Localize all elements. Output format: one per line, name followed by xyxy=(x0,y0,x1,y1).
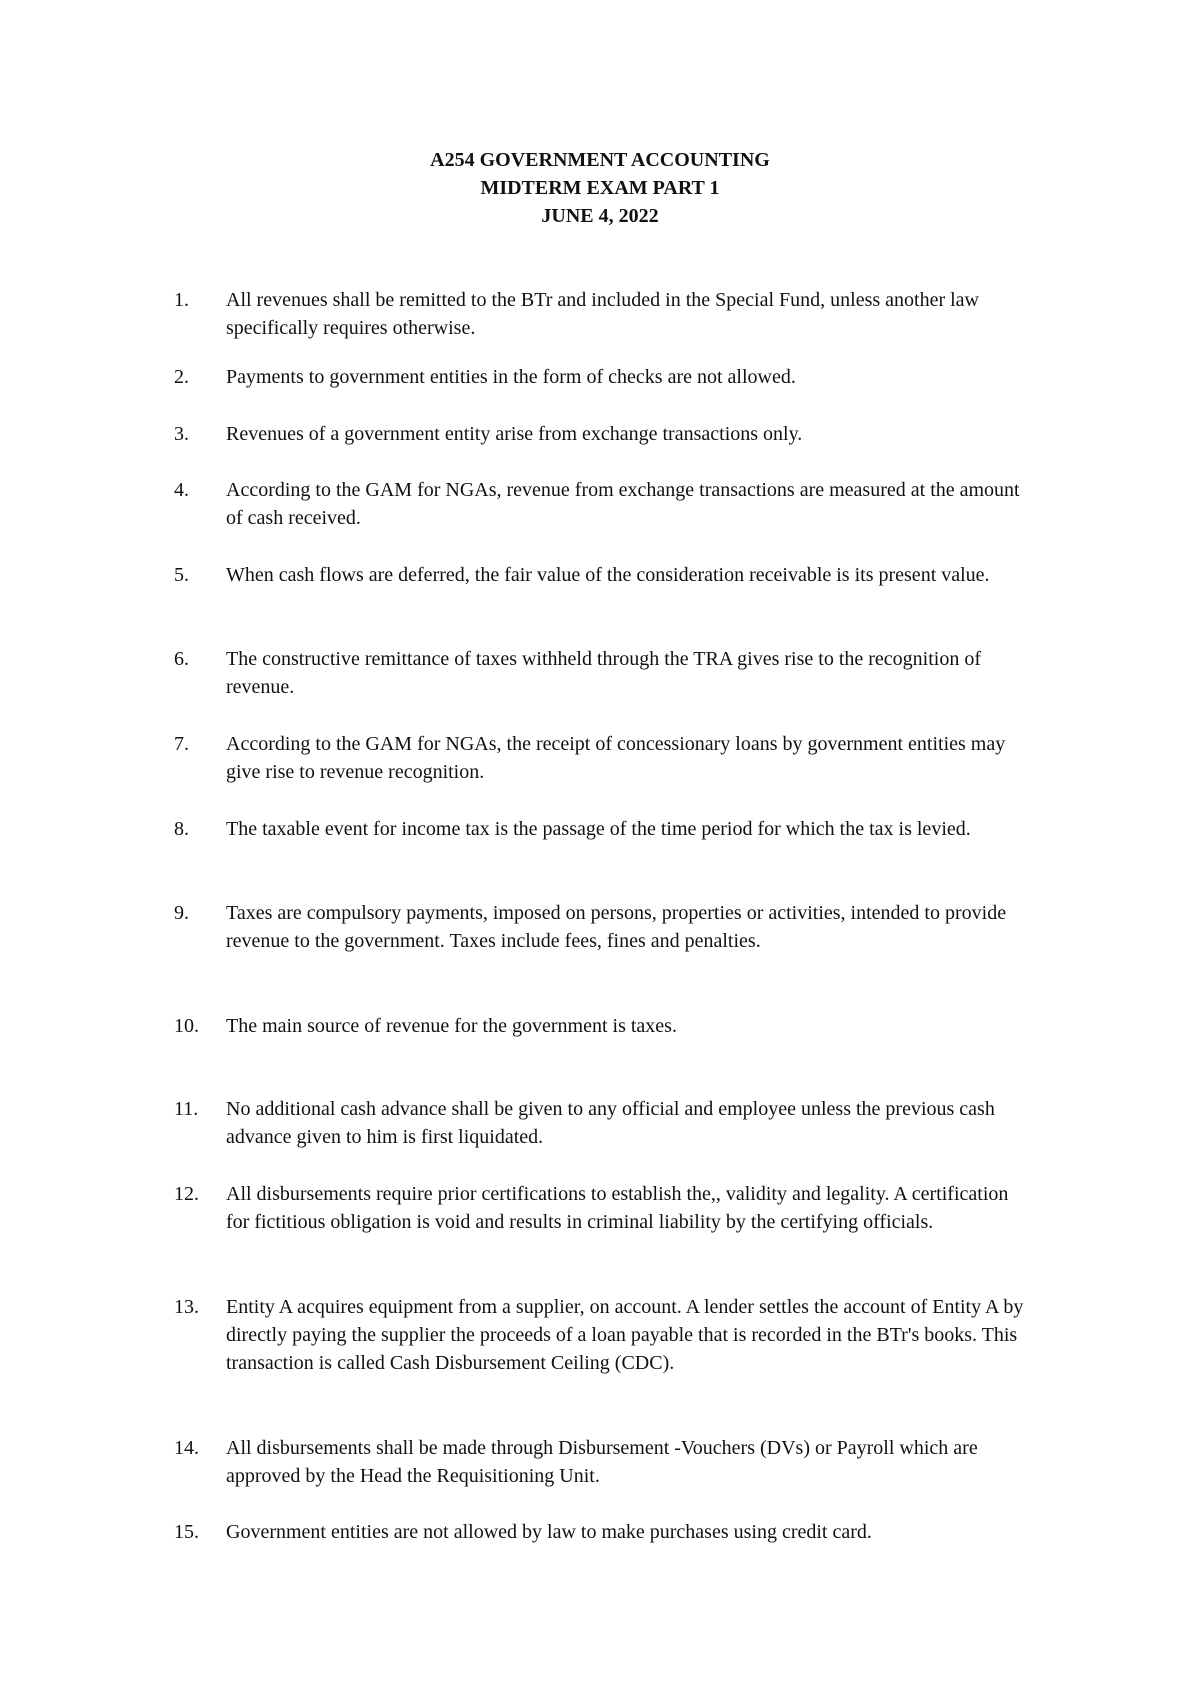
exam-date: JUNE 4, 2022 xyxy=(541,205,659,227)
question-number: 8. xyxy=(174,818,189,840)
question-number: 13. xyxy=(174,1296,199,1318)
question-number: 12. xyxy=(174,1183,199,1205)
question-number: 7. xyxy=(174,733,189,755)
question-text: Payments to government entities in the form of checks are not allowed. xyxy=(226,366,796,388)
question-text: According to the GAM for NGAs, the receipt of concessionary loans by government entities may give rise to revenue recognition. xyxy=(226,733,1006,783)
question-number: 11. xyxy=(174,1098,199,1120)
question-number: 2. xyxy=(174,366,189,388)
question-text: Revenues of a government entity arise from exchange transactions only. xyxy=(226,423,803,445)
question-number: 5. xyxy=(174,564,189,586)
course-title: A254 GOVERNMENT ACCOUNTING xyxy=(430,149,770,171)
question-number: 1. xyxy=(174,289,189,311)
question-text: Entity A acquires equipment from a supplier, on account. A lender settles the account of Entity A by directly paying the supplier the proceeds of a loan payable that is recorded in the BTr's books. This transaction is called Cash Disbursement Ceiling (CDC). xyxy=(226,1296,1024,1374)
question-text: The constructive remittance of taxes withheld through the TRA gives rise to the recognition of revenue. xyxy=(226,648,981,698)
question-number: 10. xyxy=(174,1015,199,1037)
exam-title: MIDTERM EXAM PART 1 xyxy=(480,177,720,199)
question-text: Taxes are compulsory payments, imposed on persons, properties or activities, intended to provide revenue to the government. Taxes include fees, fines and penalties. xyxy=(226,902,1007,952)
question-number: 3. xyxy=(174,423,189,445)
question-number: 14. xyxy=(174,1437,199,1459)
question-text: All disbursements require prior certifications to establish the,, validity and legality. A certification for fictitious obligation is void and results in criminal liability by the certifying officials. xyxy=(226,1183,1009,1233)
question-text: No additional cash advance shall be given to any official and employee unless the previous cash advance given to him is first liquidated. xyxy=(226,1098,995,1148)
question-number: 6. xyxy=(174,648,189,670)
question-text: The taxable event for income tax is the passage of the time period for which the tax is levied. xyxy=(226,818,971,840)
question-number: 9. xyxy=(174,902,189,924)
question-text: According to the GAM for NGAs, revenue from exchange transactions are measured at the amount of cash received. xyxy=(226,479,1020,529)
question-text: Government entities are not allowed by law to make purchases using credit card. xyxy=(226,1521,872,1543)
question-text: When cash flows are deferred, the fair value of the consideration receivable is its present value. xyxy=(226,564,990,586)
question-text: All disbursements shall be made through Disbursement -Vouchers (DVs) or Payroll which are approved by the Head the Requisitioning Unit. xyxy=(226,1437,978,1487)
question-number: 15. xyxy=(174,1521,199,1543)
question-text: All revenues shall be remitted to the BTr and included in the Special Fund, unless another law specifically requires otherwise. xyxy=(226,289,979,339)
question-text: The main source of revenue for the government is taxes. xyxy=(226,1015,677,1037)
question-number: 4. xyxy=(174,479,189,501)
